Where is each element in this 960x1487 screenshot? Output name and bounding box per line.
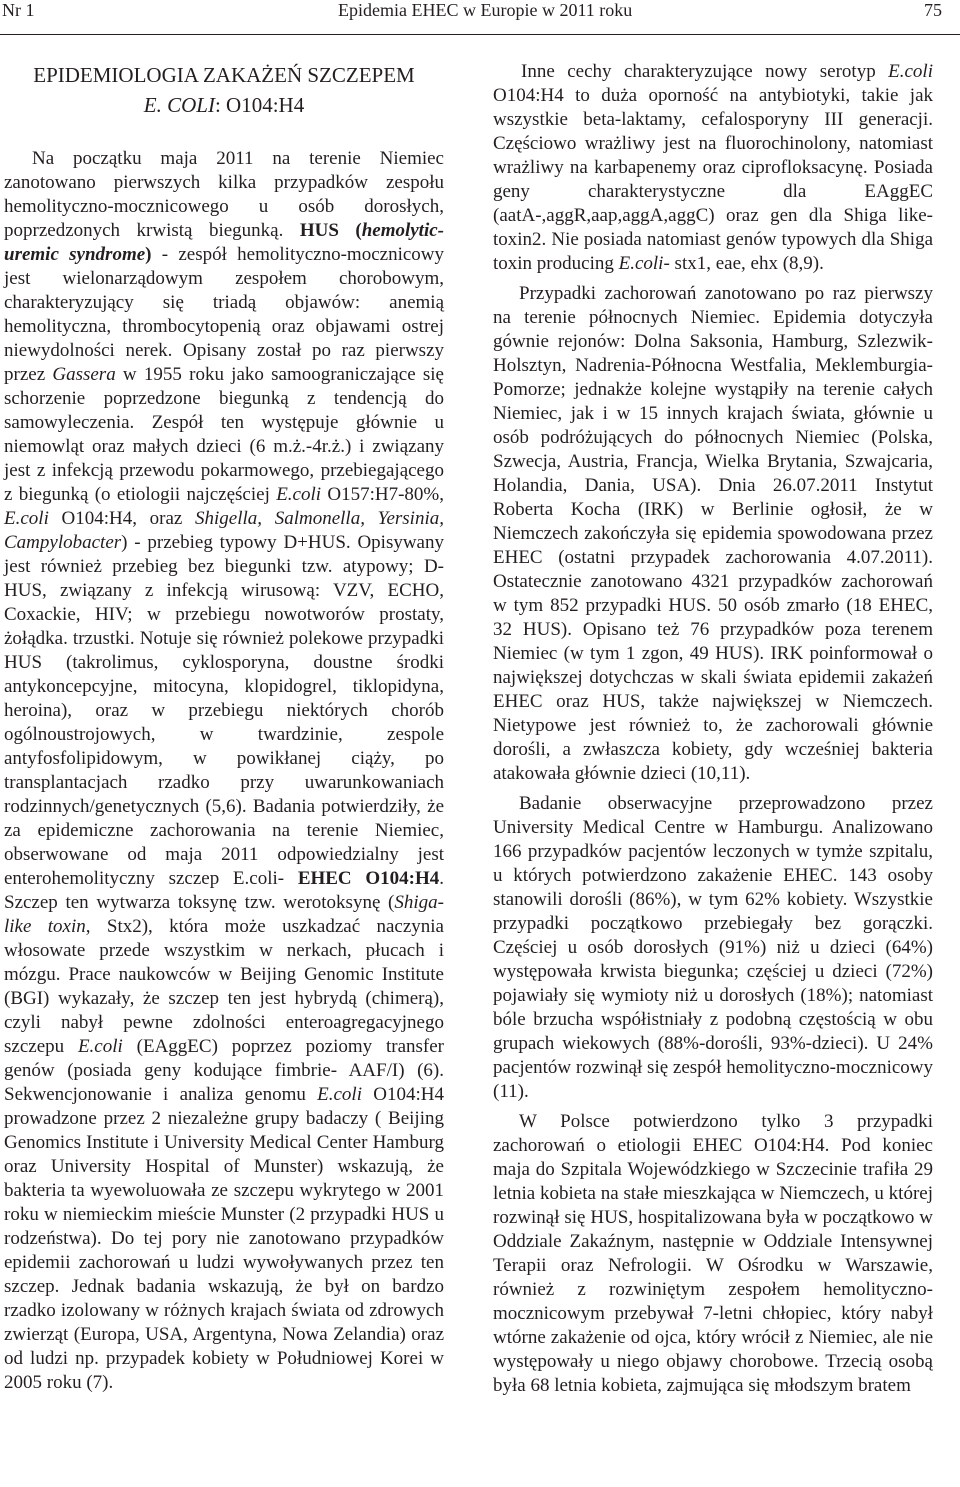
text-run: O104:H4 to duża oporność na antybiotyki, takie jak wszystkie beta-laktamy, cefalosporyny III generacji. Częściowo wrażliwy jest na fluorochinolony, natomiast wrażliwy na karbapenemy oraz ciprofloksacynę. Posiada geny charakterystyczne dla EAggEC (aatA-,aggR,aap,aggA,aggC) oraz gen dla Shiga like-toxin2. Nie posiada natomiast genów typowych dla Shiga toxin producing [493, 85, 933, 274]
paragraph [493, 1110, 933, 1398]
text-run: Badanie obserwacyjne przeprowadzono przez University Medical Centre w Hamburgu. Analizowano 166 przypadków pacjentów leczonych w tymże szpitalu, u których potwierdzono zakażenie EHEC. 143 osoby stanowili dorośli (86%), w tym 62% kobiety. Wszystkie przypadki początkowo przebiegały bez gorączki. Częściej u osób dorosłych (91%) niż u dzieci (64%) występowała krwista biegunka; częściej u dzieci (72%) pojawiały się wymioty niż u dorosłych (18%); natomiast bóle brzucha współistniały z podobną częstością w obu grupach wiekowych (88%-dorośli, 93%-dzieci). U 24% pacjentów rozwinął się zespół hemolityczno-mocznicowy (11). [493, 793, 934, 1102]
text-run: E.coli [888, 61, 933, 82]
text-run: O104:H4, oraz [48, 508, 196, 529]
text-run: E.coli [4, 508, 49, 529]
text-run: Na początku maja 2011 na terenie Niemiec zanotowano pierwszych kilka przypadków zespołu hemolityczno-mocznicowego u osób dorosłych, poprzedzonych krwistą biegunką. [4, 148, 444, 241]
text-run: w 1955 roku jako samoograniczające się schorzenie poprzedzone biegunką z tendencją do samowyleczenia. Zespół ten występuje głównie u niemowląt oraz małych dzieci (6 m.ż.-4r.ż.) i związany jest z infekcją przewodu pokarmowego, przebiegającego z biegunką (o etiologii najczęściej [4, 364, 444, 505]
running-title: Epidemia EHEC w Europie w 2011 roku [338, 0, 633, 20]
text-run: O104:H4 prowadzone przez 2 niezależne grupy badaczy ( Beijing Genomics Institute i University Medical Center Hamburg oraz University Hospital of Munster) wskazują, że bakteria ta wyewoluowała ze szczepu wykrytego w 2001 roku w niemieckim mieście Munster (2 przypadki HUS u rodzeństwa). Do tej pory nie zanotowano przypadków epidemii zachorowań u ludzi wywoływanych przez ten szczep. Jednak badania wskazują, że był on bardzo rzadko izolowany w różnych krajach świata od zdrowych zwierząt (Europa, USA, Argentyna, Nowa Zelandia) oraz od ludzi np. przypadek kobiety w Południowej Korei w 2005 roku (7). [4, 1084, 444, 1393]
paragraph [493, 282, 933, 786]
paragraph [493, 792, 933, 1104]
paragraph [4, 147, 444, 1395]
page-number: 75 [924, 0, 942, 20]
right-column [493, 60, 933, 1398]
text-run: Gassera [52, 364, 116, 385]
text-run: E.coli [317, 1084, 362, 1105]
left-column [4, 60, 444, 1395]
text-run: . Szczep ten wytwarza toksynę tzw. werotoksynę ( [4, 868, 444, 913]
text-run: Inne cechy charakteryzujące nowy serotyp [521, 61, 889, 82]
issue-number: Nr 1 [2, 0, 35, 20]
section-title [4, 60, 444, 120]
text-run: E.coli [276, 484, 322, 505]
section-title-organism: E. COLI [143, 93, 215, 117]
text-run: W Polsce potwierdzono tylko 3 przypadki zachorowań o etiologii EHEC O104:H4. Pod koniec maja do Szpitala Wojewódzkiego w Szczecinie trafiła 29 letnia kobieta na stałe mieszkająca w Niemczech, u której rozwinął się HUS, hospitalizowana była w początkowo w Oddziale Zakaźnym, następnie w Oddziale Intensywnej Terapii oraz Nefrologii. W Ośrodku w Warszawie, również z rozwiniętym zespołem hemolityczno-mocznicowym przebywał 7-letni chłopiec, który nabył wtórne zakażenie od ojca, który wrócił z Niemiec, ale nie występowały u niego objawy chorobowe. Trzecią osobą była 68 letnia kobieta, zajmująca się młodszym bratem [493, 1111, 933, 1396]
text-run: Shiga-like toxin [4, 892, 444, 937]
text-run: E.coli [618, 253, 664, 274]
text-run: Shigella, Salmonella, Yersinia, Campylobacter [4, 508, 444, 553]
section-title-line1: EPIDEMIOLOGIA ZAKAŻEŃ SZCZEPEM [33, 63, 415, 87]
text-run: O157:H7-80%, [321, 484, 444, 505]
paragraph [493, 60, 933, 276]
text-run: (EAggEC) poprzez poziomy transfer genów (posiada geny kodujące fimbrie- AAF/I) (6). Sekwencjonowanie i analiza genomu [4, 1036, 444, 1105]
text-run: E.coli [77, 1036, 123, 1057]
text-run: , Stx2), która może uszkadzać naczynia włosowate przede wszystkim w nerkach, płucach i mózgu. Prace naukowców w Beijing Genomic Institute (BGI) wykazały, że szczep ten jest hybrydą (chimerą), czyli nabył pewne zdolności enteroagregacyjnego szczepu [4, 916, 444, 1057]
text-run: ) [145, 244, 152, 265]
text-run: - zespół hemolityczno-mocznicowy jest wielonarządowym zespołem chorobowym, charakteryzujący się triadą objawów: anemią hemolityczna, thrombocytopenią oraz objawami ostrej niewydolności nerek. Opisany został po raz pierwszy przez [4, 244, 445, 385]
text-run: HUS ( [299, 220, 362, 241]
left-column-body [4, 147, 444, 1395]
text-run: - stx1, eae, ehx (8,9). [663, 253, 824, 274]
text-run: EHEC O104:H4 [297, 868, 440, 889]
right-column-body [493, 60, 933, 1398]
text-run: ) - przebieg typowy D+HUS. Opisywany jest również przebieg bez biegunki tzw. atypowy; D-HUS, związany z infekcją wirusową: VZV, ECHO, Coxackie, HIV; w przebiegu nowotworów prostaty, żołądka. trzustki. Notuje się również polekowe przypadki HUS (takrolimus, cyklosporyna, doustne środki antykoncepcyjne, mitocyna, klopidogrel, tiklopidyna, heroina), oraz w przebiegu niektórych chorób ogólnoustrojowych, w twardzinie, zespole antyfosfolipidowym, w powikłanej ciąży, po transplantacjach rzadko przy uwarunkowaniach rodzinnych/genetycznych (5,6). Badania potwierdziły, że za epidemiczne zachorowania na terenie Niemiec, obserwowane od maja 2011 odpowiedzialny jest enterohemolityczny szczep E.coli- [4, 532, 444, 889]
section-title-serotype: : O104:H4 [214, 93, 305, 117]
text-run: hemolytic-uremic syndrome [4, 220, 444, 265]
running-header [0, 0, 960, 35]
text-run: Przypadki zachorowań zanotowano po raz pierwszy na terenie północnych Niemiec. Epidemia dotyczyła gównie rejonów: Dolna Saksonia, Hamburg, Szlezwik-Holsztyn, Nadrenia-Północna Westfalia, Meklemburgia-Pomorze; jednakże kolejne wystąpiły na terenie całych Niemiec, jak i w 15 innych krajach świata, głównie u osób podróżujących do północnych Niemiec (Polska, Szwecja, Austria, Francja, Wielka Brytania, Szwajcaria, Holandia, Dania, USA). Dnia 26.07.2011 Instytut Roberta Kocha (IRK) w Berlinie ogłosił, że w Niemczech zakończyła się epidemia spowodowana przez EHEC (ostatni przypadek zachorowania 4.07.2011). Ostatecznie zanotowano 4321 przypadków zachorowań w tym 852 przypadki HUS. 50 osób zmarło (18 EHEC, 32 HUS). Opisano też 76 przypadków poza terenem Niemiec (w tym 1 zgon, 49 HUS). IRK poinformował o największej dotychczas w skali świata epidemii zakażeń EHEC oraz HUS, także największej w Niemczech. Nietypowe jest również to, że zachorowali głównie dorośli, a zwłaszcza kobiety, gdy wcześniej bakteria atakowała głównie dzieci (10,11). [493, 283, 933, 784]
